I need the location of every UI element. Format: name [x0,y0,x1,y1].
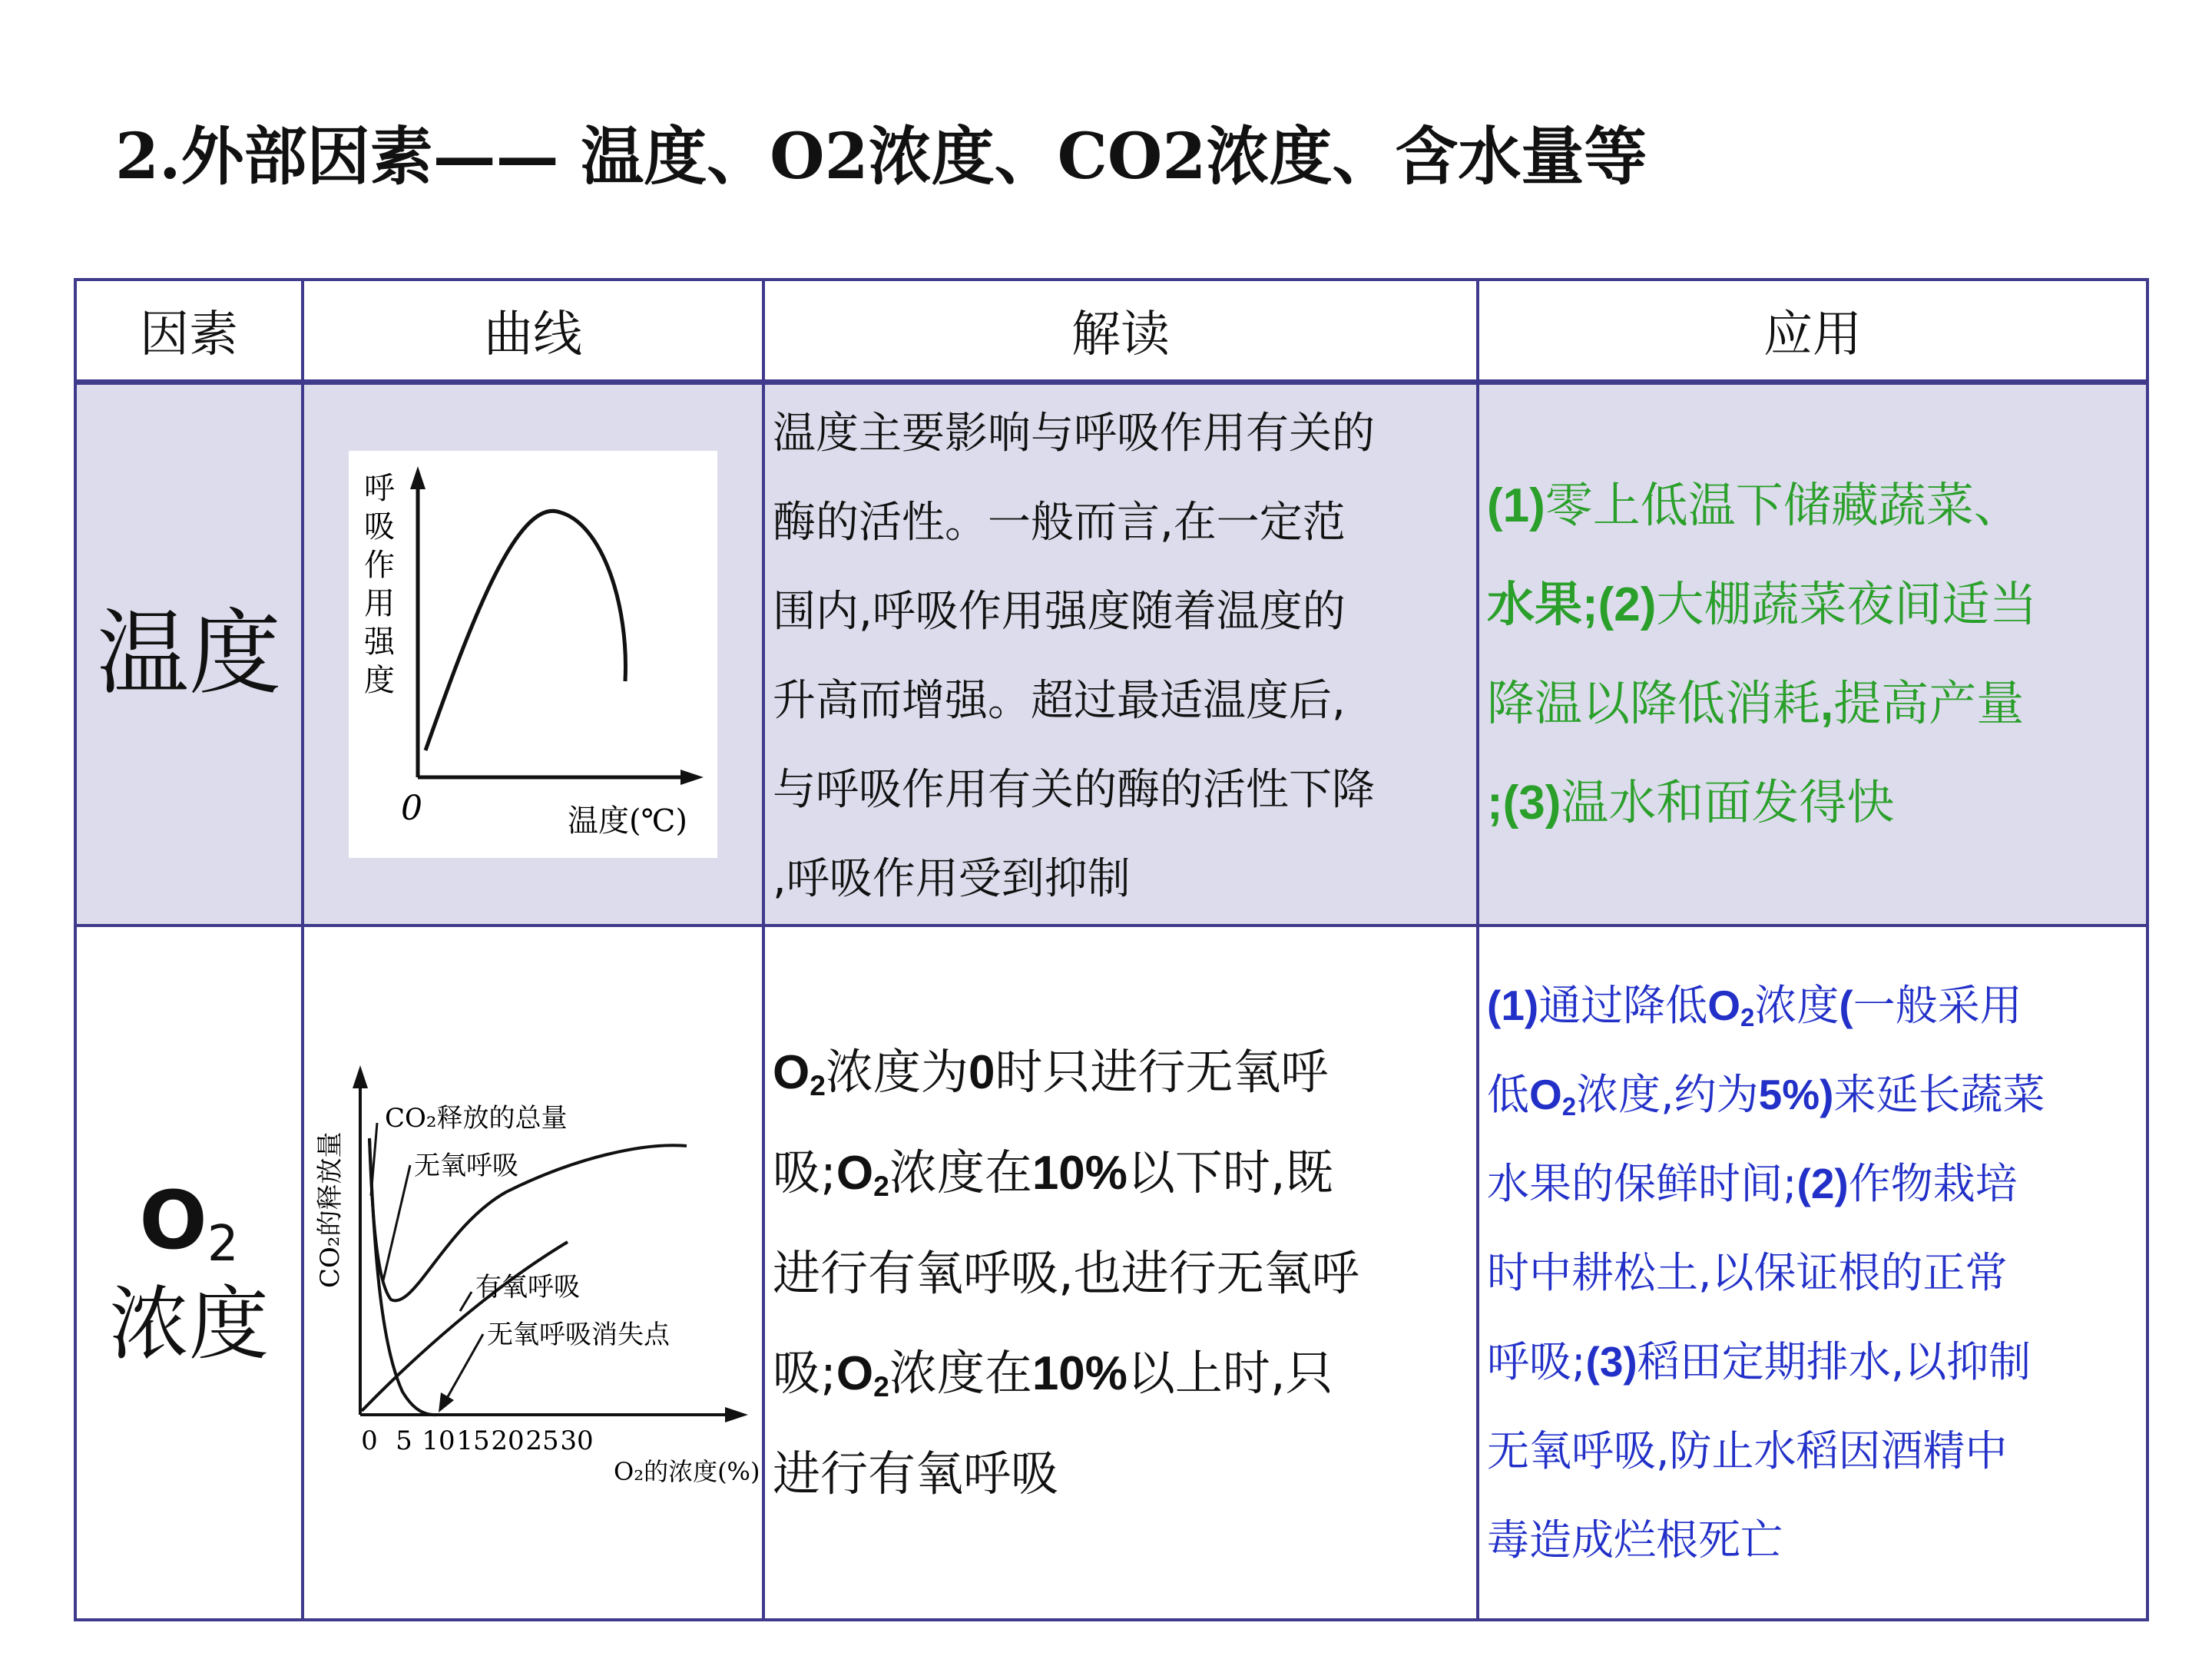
y-label-char: 作 [364,548,395,583]
x-tick-label: 5 [396,1426,412,1456]
x-axis-label: O₂的浓度(%) [614,1457,760,1486]
interpretation-line: $O_2$浓度为0时只进行无氧呼 [773,1043,1329,1101]
interpretation-line: ,呼吸作用受到抑制 [773,854,1131,904]
interpretation-line: 围内,呼吸作用强度随着温度的 [773,587,1346,637]
annotation-anaerobic: 无氧呼吸 [414,1151,518,1181]
interpretation-cell-oxygen [763,926,1478,1620]
factor-cell-temperature [75,382,303,926]
x-tick-label: 15 [456,1426,490,1456]
factor-cell-oxygen [75,926,303,1620]
y-axis-label: CO₂的释放量 [315,1131,346,1288]
row-temperature [75,382,2147,926]
origin-label: 0 [401,789,422,828]
label-pointer-anaerobic [383,1165,410,1280]
interpretation-line: 酶的活性。一般而言,在一定范 [773,498,1346,548]
application-text-temperature: (1)零上低温下储藏蔬菜、 水果;(2)大棚蔬菜夜间适当 降温以降低消耗,提高产量 ;(3)温水和面发得快 [1487,477,2038,830]
label-pointer-aerobic [460,1292,472,1311]
annotation-vanish: 无氧呼吸消失点 [487,1320,670,1350]
header-application: 应用 [1478,280,2147,382]
x-axis-label: 温度(℃) [568,803,687,839]
y-label-char: 度 [364,663,395,698]
interpretation-line: 升高而增强。超过最适温度后, [773,676,1346,726]
factor-temperature: 温度 [97,601,281,707]
x-tick-label: 10 [422,1426,455,1456]
y-axis-arrow [353,1065,368,1088]
temperature-curve-chart [349,451,717,858]
slide-title: 2.外部因素—— 温度、O2浓度、CO2浓度、含水量等 [115,120,1647,194]
factor-table [74,278,2149,1621]
curve-cell-oxygen [303,926,763,1620]
y-label-char: 用 [364,586,395,621]
interpretation-line: 吸$;O_2$浓度在10%以上时,只 [773,1344,1333,1402]
application-cell-oxygen [1478,926,2147,1620]
y-label-char: 强 [364,624,395,660]
annotation-aerobic: 有氧呼吸 [475,1272,580,1303]
factor-oxygen: $O_2$ [139,1173,239,1273]
interpretation-line: 与呼吸作用有关的酶的活性下降 [773,765,1375,815]
interpretation-line: 吸$;O_2$浓度在10%以下时,既 [773,1144,1333,1202]
header-interpretation: 解读 [763,280,1478,382]
x-tick-label: 20 [491,1426,525,1456]
application-cell-temperature [1478,382,2147,926]
y-label-char: 吸 [364,509,395,545]
header-factor: 因素 [75,280,303,382]
curve-cell-temperature [303,382,763,926]
interpretation-line: 进行有氧呼吸 [773,1445,1059,1502]
oxygen-curve-chart [306,1050,760,1495]
x-axis-arrow [725,1407,748,1422]
header-row [75,280,2147,382]
header-curve: 曲线 [303,280,763,382]
interpretation-cell-temperature [763,382,1478,926]
label-pointer-vanish [446,1334,483,1399]
vanish-point-arrow [439,1392,454,1412]
interpretation-line: 进行有氧呼吸,也进行无氧呼 [773,1244,1359,1301]
application-text-oxygen: (1)通过降低$O_2$浓度(一般采用 低$O_2$浓度,约为5%)来延长蔬菜 水果的保鲜时间;(2)作物栽培 时中耕松土,以保证根的正常 呼吸;(3)稻田定期排水,以抑制 无氧呼吸,防止水稻因酒精中 毒造成烂根死亡 [1487,981,2045,1565]
x-tick-label: 0 [361,1426,378,1456]
factor-oxygen-tail: 浓度 [108,1277,269,1371]
x-tick-label: 25 [525,1426,559,1456]
x-tick-label: 30 [560,1426,594,1456]
row-oxygen [75,926,2147,1620]
interpretation-line: 温度主要影响与呼吸作用有关的 [773,409,1375,459]
annotation-total: CO₂释放的总量 [385,1103,568,1134]
y-label-char: 呼 [364,471,395,506]
